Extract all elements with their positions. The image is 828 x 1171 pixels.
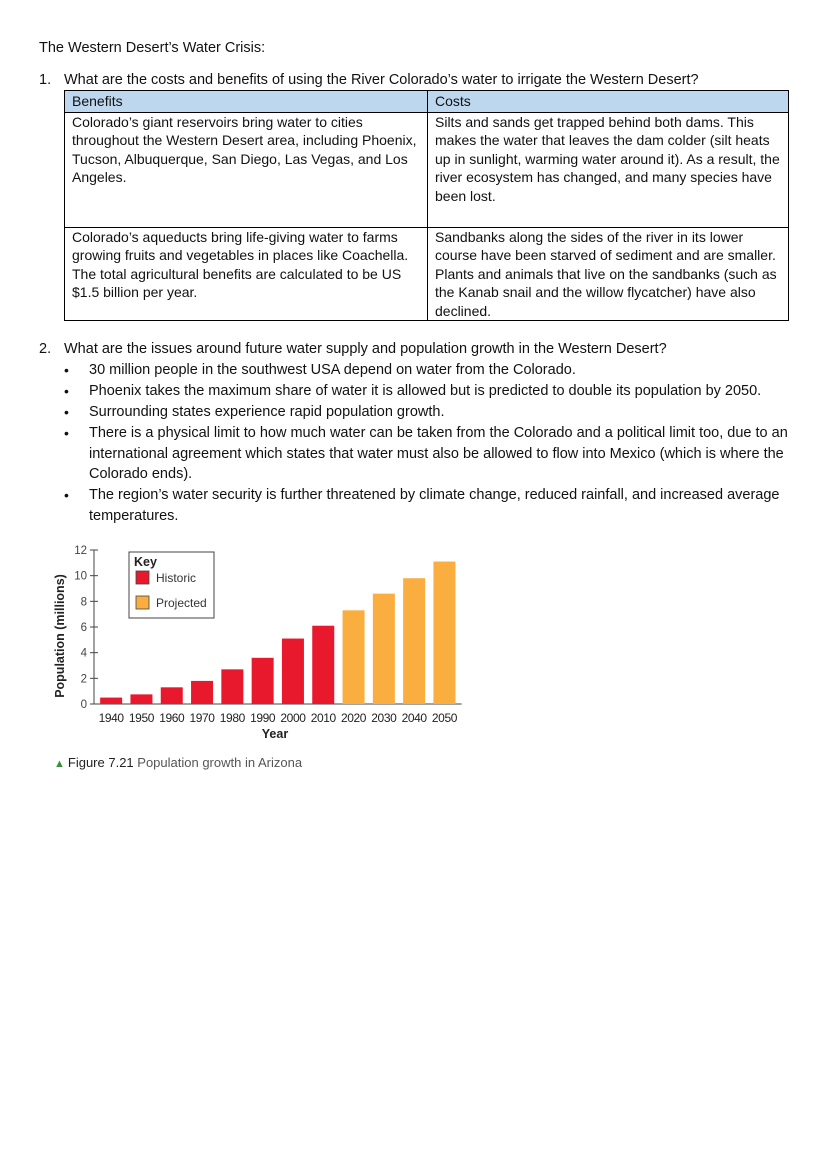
- legend-label-projected: Projected: [156, 596, 207, 610]
- x-tick-label: 2000: [280, 711, 306, 725]
- header-costs: Costs: [428, 91, 789, 113]
- header-benefits: Benefits: [65, 91, 428, 113]
- bar-2020: [343, 610, 365, 704]
- question-1-text: What are the costs and benefits of using the River Colorado’s water to irrigate the Western Desert?: [64, 72, 699, 88]
- table-cell-cost: Silts and sands get trapped behind both dams. This makes the water that leaves the dam colder (silt heats up in sunlight, warming water around it). As a result, the river ecosystem has changed, and many species have been lost.: [428, 112, 789, 227]
- bar-2030: [373, 594, 395, 704]
- table-cell-benefit: Colorado’s aqueducts bring life-giving water to farms growing fruits and vegetables in places like Coachella. The total agricultural benefits are calculated to be US $1.5 billion per year.: [65, 227, 428, 321]
- question-1-number: 1.: [39, 72, 52, 88]
- issues-list: [64, 360, 794, 527]
- figure-caption: [54, 755, 302, 770]
- list-item: • There is a physical limit to how much water can be taken from the Colorado and a political limit too, due to an international agreement which states that water must also be allowed to flow into Mexico (which is where the Colorado ends).: [64, 423, 794, 485]
- x-axis-label: Year: [261, 727, 289, 741]
- x-tick-label: 2030: [371, 711, 397, 725]
- x-tick-label: 1940: [98, 711, 124, 725]
- x-tick-label: 1960: [159, 711, 185, 725]
- question-2-text: What are the issues around future water supply and population growth in the Western Desert?: [64, 341, 667, 357]
- triangle-icon: ▲: [54, 758, 65, 770]
- bar-1990: [252, 658, 274, 704]
- legend-label-historic: Historic: [156, 571, 197, 585]
- bar-1950: [130, 694, 152, 704]
- figure-label: Figure 7.21: [67, 755, 134, 770]
- bar-1940: [100, 698, 122, 704]
- y-tick-label: 4: [80, 647, 87, 660]
- question-2: [39, 341, 667, 357]
- x-tick-label: 2050: [431, 711, 458, 725]
- list-item: • The region’s water security is further threatened by climate change, reduced rainfall, and increased average temperatures.: [64, 485, 794, 526]
- bar-2010: [312, 626, 334, 704]
- costs-benefits-table: [64, 90, 789, 321]
- chart-legend: [129, 552, 214, 618]
- legend-swatch-historic: [136, 571, 149, 584]
- y-axis-label: Population (millions): [53, 574, 67, 698]
- bar-1970: [191, 681, 213, 704]
- table-cell-benefit: Colorado’s giant reservoirs bring water to cities throughout the Western Desert area, including Phoenix, Tucson, Albuquerque, San Diego, Las Vegas, and Los Angeles.: [65, 112, 428, 227]
- bar-1960: [161, 687, 183, 704]
- y-tick-label: 8: [80, 596, 87, 609]
- legend-title: Key: [134, 555, 157, 569]
- list-item: • Surrounding states experience rapid population growth.: [64, 402, 794, 423]
- x-tick-label: 2040: [401, 711, 427, 725]
- document-title: The Western Desert’s Water Crisis:: [39, 40, 266, 56]
- question-2-number: 2.: [39, 341, 52, 357]
- list-item: • 30 million people in the southwest USA depend on water from the Colorado.: [64, 360, 794, 381]
- bar-1980: [221, 669, 243, 704]
- table-row: [65, 227, 789, 321]
- bar-2050: [433, 562, 455, 704]
- y-tick-label: 12: [74, 545, 87, 557]
- x-tick-label: 2010: [310, 711, 336, 725]
- legend-swatch-projected: [136, 596, 149, 609]
- x-tick-label: 2020: [340, 711, 367, 725]
- x-tick-label: 1990: [250, 711, 276, 725]
- table-row: [65, 112, 789, 227]
- table-header-row: [65, 91, 789, 113]
- bar-2000: [282, 639, 304, 704]
- population-chart: [50, 540, 470, 745]
- list-item: • Phoenix takes the maximum share of water it is allowed but is predicted to double its population by 2050.: [64, 381, 794, 402]
- bar-2040: [403, 578, 425, 704]
- y-tick-label: 10: [74, 570, 87, 583]
- x-tick-label: 1950: [128, 711, 155, 725]
- question-1: [39, 72, 699, 88]
- y-tick-label: 0: [80, 699, 87, 711]
- figure-text: Population growth in Arizona: [137, 755, 303, 770]
- x-tick-label: 1980: [219, 711, 245, 725]
- y-tick-label: 6: [80, 622, 87, 634]
- y-tick-label: 2: [80, 673, 87, 686]
- x-tick-label: 1970: [189, 711, 215, 725]
- table-cell-cost: Sandbanks along the sides of the river in its lower course have been starved of sediment and are smaller. Plants and animals that live on the sandbanks (such as the Kanab snail and the willow flycatcher) have also declined.: [428, 227, 789, 321]
